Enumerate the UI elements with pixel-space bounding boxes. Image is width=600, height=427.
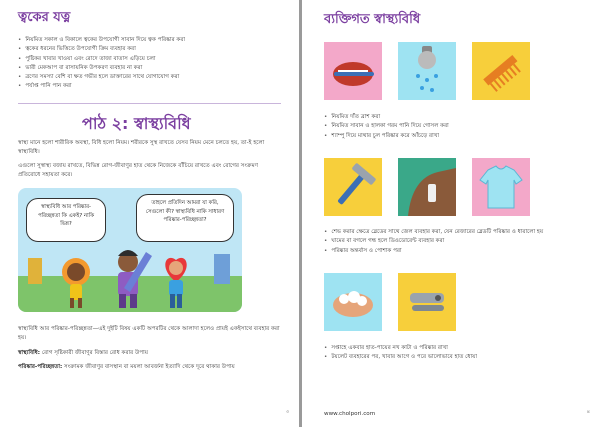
skin-care-bullet: • ত্বকের ধরনের ভিত্তিতে উপযোগী ক্রিম ব্যবহার করা <box>18 45 288 54</box>
deodorant-armpit-icon <box>398 158 456 216</box>
row2-bullet-list <box>324 228 586 256</box>
left-page <box>0 0 299 427</box>
nail-clipper-icon <box>398 273 456 331</box>
skin-care-bullet: • পর্যাপ্ত পানি পান করা <box>18 82 288 91</box>
skin-care-bullet: • নিয়মিত সকাল ও বিকালে ত্বকের উপযোগী সাবান দিয়ে ত্বক পরিষ্কার করা <box>18 36 288 45</box>
hygiene-bullet: • সপ্তাহে একবার হাত-পায়ের নখ কাটা ও পরিষ্কার রাখা <box>324 344 586 353</box>
right-page-number: ৪ <box>586 409 590 415</box>
definition-cleanliness-text: সংক্রামক জীবাণুর বাসস্থান বা ময়লা আবর্জনা ইত্যাদি থেকে দূরে থাকার উপায় <box>62 364 235 370</box>
row3-bullet-list <box>324 344 586 363</box>
hygiene-bullet: • ঘামের বা বগলে গন্ধ হলে ডিওডোরেন্ট ব্যবহার করা <box>324 237 586 246</box>
kids-conversation-illustration <box>18 188 242 312</box>
hygiene-bullet: • পরিষ্কার অন্তর্বাস ও পোশাক পরা <box>324 247 586 256</box>
definition-hygiene <box>18 349 282 358</box>
hygiene-bullet: • নিয়মিত দাঁত ব্রাশ করা <box>324 113 584 122</box>
definition-cleanliness <box>18 363 282 372</box>
razor-icon <box>324 158 382 216</box>
skin-care-bullet: • ভারী মেকআপ বা রাসায়নিক উপকরণ ব্যবহার না করা <box>18 64 288 73</box>
definition-hygiene-term: স্বাস্থ্যবিধি: <box>18 350 41 356</box>
skin-care-list <box>18 36 288 92</box>
nailclipper-tile <box>398 273 456 331</box>
comb-icon <box>472 42 530 100</box>
hygiene-bullet: • টয়লেট ব্যবহারের পর, খাবার আগে ও পরে ভালোভাবে হাত ধোয়া <box>324 353 586 362</box>
definition-hygiene-text: রোগ সৃষ্টিকারী জীবাণুর বিস্তার রোধ করার উপায় <box>40 350 149 356</box>
skin-care-bullet: • পুষ্টিকর খাবার খাওয়া এবং রোদে তাজা বাতাস এড়িয়ে চলা <box>18 55 288 64</box>
intro-paragraph-1: স্বাস্থ্য মানে হলো শারীরিক অবস্থা, বিধি হলো নিয়ম। শরীরকে সুস্থ রাখতে যেসব নিয়ম মেনে চলতে হয়, তা-ই হলো স্বাস্থ্যবিধি। <box>18 140 265 156</box>
skin-care-heading: ত্বকের যত্ন <box>18 10 71 25</box>
shirt-tile <box>472 158 530 216</box>
left-page-number: ৩ <box>285 409 289 415</box>
lesson-title: পাঠ ২: স্বাস্থ্যবিধি <box>82 114 191 133</box>
handwash-tile <box>324 273 382 331</box>
deodorant-tile <box>398 158 456 216</box>
comb-tile <box>472 42 530 100</box>
speech-bubble-left: স্বাস্থ্যবিধি আর পরিষ্কার-পরিচ্ছন্নতা কি একই? নাকি ভিন্ন? <box>26 198 106 242</box>
row1-bullet-list <box>324 113 584 141</box>
right-page <box>302 0 600 427</box>
definition-cleanliness-term: পরিষ্কার-পরিচ্ছন্নতা: <box>18 364 63 370</box>
hygiene-bullet: • শ্যাম্পু দিয়ে মাথার চুল পরিষ্কার করে আঁচড়ে রাখা <box>324 132 584 141</box>
tshirt-icon <box>472 158 530 216</box>
shower-tile <box>398 42 456 100</box>
hygiene-bullet: • শেভ করার ক্ষেত্রে ব্লেডের সাথে জেল ব্যবহার করা, যেন রেজারের ব্লেডটি পরিষ্কার ও ধারালো হয় <box>324 228 586 237</box>
intro-paragraph-2: এগুলো সুস্বাস্থ্য বজায় রাখতে, বিভিন্ন রোগ-জীবাণুর হাত থেকে নিজেকে বাঁচিয়ে রাখতে এবং রোগের সংক্রমণ প্রতিরোধে সহায়তা করে। <box>18 163 259 179</box>
razor-tile <box>324 158 382 216</box>
shower-head-icon <box>398 42 456 100</box>
washing-hands-icon <box>324 273 382 331</box>
comparison-paragraph: স্বাস্থ্যবিধি আর পরিষ্কার-পরিচ্ছন্নতা—এই দুইটি বিষয় একটি অপরটির থেকে আলাদা হলেও প্রায়ই একইসাথে ব্যবহার করা হয়। <box>18 326 280 342</box>
section-divider <box>18 103 281 104</box>
toothbrush-teeth-icon <box>324 42 382 100</box>
speech-bubble-right: তাহলে প্রতিদিন আমরা যা করি, সেগুলো কী? স্বাস্থ্যবিধি নাকি সাধারণ পরিষ্কার-পরিচ্ছন্নতা? <box>136 194 234 242</box>
personal-hygiene-heading: ব্যক্তিগত স্বাস্থ্যবিধি <box>324 12 421 27</box>
website-url: www.cholpori.com <box>324 411 376 417</box>
skin-care-bullet: • ব্রণের সমস্যা বেশি বা ক্ষত গভীর হলে ডাক্তারের সাথে যোগাযোগ করা <box>18 73 288 82</box>
hygiene-bullet: • নিয়মিত সাবান ও হালকা গরম পানি দিয়ে গোসল করা <box>324 122 584 131</box>
toothbrush-tile <box>324 42 382 100</box>
